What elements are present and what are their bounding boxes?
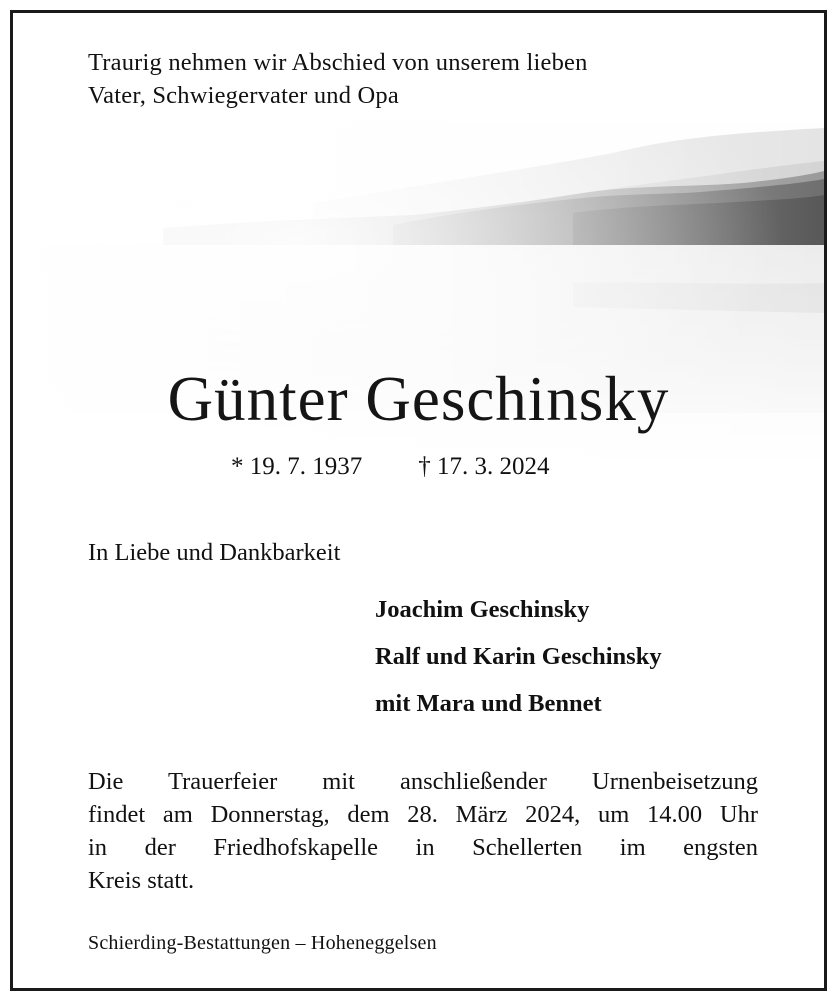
birth-date: * 19. 7. 1937 [231, 453, 363, 480]
life-dates [231, 453, 731, 481]
intro-line-2: Vater, Schwiegervater und Opa [88, 82, 399, 109]
mourners-list [375, 586, 795, 727]
mourner-name: Ralf und Karin Geschinsky [375, 643, 662, 670]
intro-text [88, 46, 758, 112]
service-line: Die Trauerfeier mit anschließender Urnenbeisetzung [88, 768, 758, 795]
service-line: Kreis statt. [88, 867, 195, 894]
service-line: findet am Donnerstag, dem 28. März 2024, um 14.00 Uhr [88, 801, 758, 828]
service-line: in der Friedhofskapelle in Schellerten im engsten [88, 834, 758, 861]
funeral-home: Schierding-Bestattungen – Hoheneggelsen [88, 932, 437, 954]
mourner-name: mit Mara und Bennet [375, 690, 602, 717]
intro-line-1: Traurig nehmen wir Abschied von unserem lieben [88, 49, 588, 76]
service-details [88, 765, 758, 897]
mourner-name: Joachim Geschinsky [375, 596, 590, 623]
death-date: † 17. 3. 2024 [418, 453, 550, 480]
mourners-heading: In Liebe und Dankbarkeit [88, 539, 341, 566]
obituary-frame [10, 10, 827, 991]
deceased-name: Günter Geschinsky [167, 364, 670, 434]
